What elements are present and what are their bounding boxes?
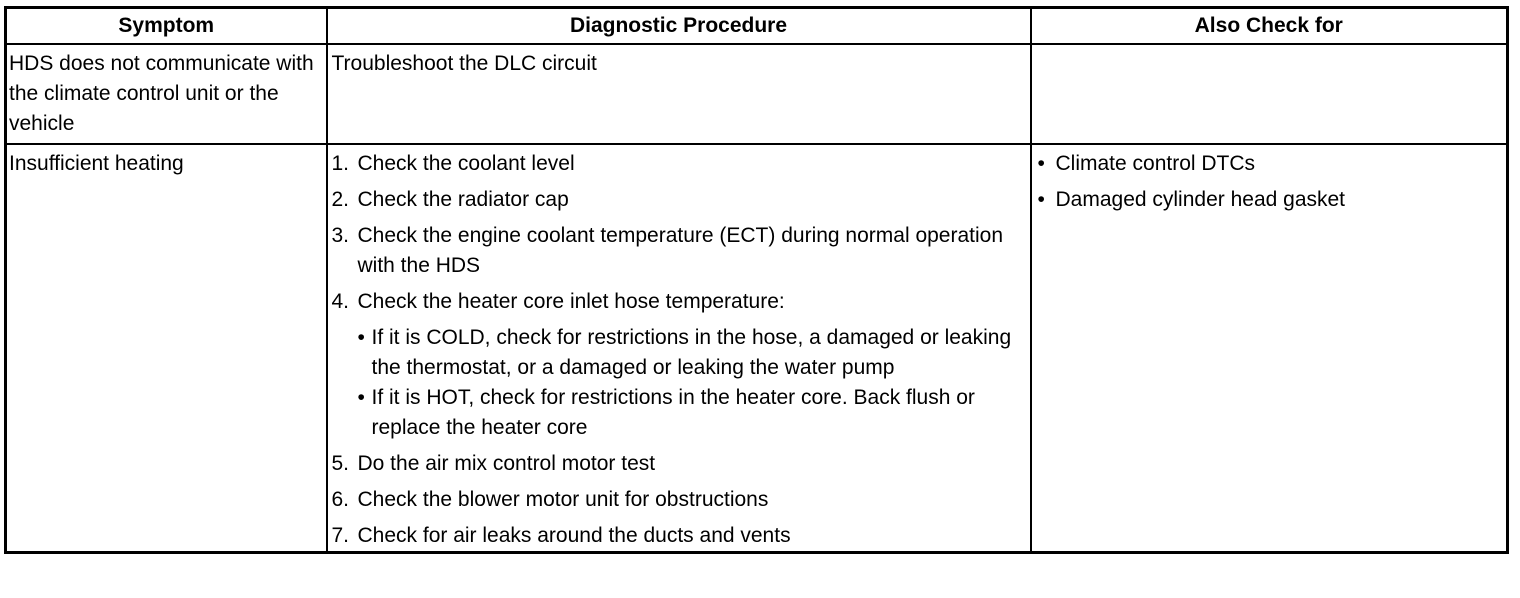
- also-check-text: Climate control DTCs: [1055, 152, 1256, 175]
- step-text: Check the heater core inlet hose temperature:: [357, 290, 785, 313]
- procedure-step: [332, 185, 1030, 215]
- procedure-step: [332, 149, 1030, 179]
- step-number: 1.: [331, 152, 350, 175]
- sub-item: [358, 383, 1030, 443]
- also-check-cell: [1031, 144, 1508, 553]
- step-text: Do the air mix control motor test: [357, 452, 656, 475]
- diagnostic-table: [4, 6, 1509, 554]
- step-text: Check the blower motor unit for obstructions: [357, 488, 769, 511]
- bullet-icon: •: [1037, 188, 1045, 211]
- step-number: 4.: [331, 290, 350, 313]
- bullet-icon: •: [1037, 152, 1045, 175]
- header-diagnostic-procedure: Diagnostic Procedure: [327, 8, 1031, 45]
- table-row: [6, 44, 1508, 144]
- step-text: Check for air leaks around the ducts and vents: [357, 524, 791, 547]
- sub-item: [358, 323, 1030, 383]
- procedure-step: [332, 287, 1030, 317]
- header-also-check-for: Also Check for: [1031, 8, 1508, 45]
- procedure-step: [332, 485, 1030, 515]
- step-number: 6.: [331, 488, 350, 511]
- sub-item-text: If it is HOT, check for restrictions in the heater core. Back flush or replace the heater core: [371, 386, 975, 439]
- also-check-item: [1038, 149, 1507, 179]
- table-row: [6, 144, 1508, 553]
- procedure-step: [332, 449, 1030, 479]
- symptom-cell: HDS does not communicate with the climate control unit or the vehicle: [6, 44, 327, 144]
- header-symptom: Symptom: [6, 8, 327, 45]
- symptom-cell: Insufficient heating: [6, 144, 327, 553]
- step-number: 2.: [331, 188, 350, 211]
- step-number: 3.: [331, 224, 350, 247]
- bullet-icon: •: [357, 326, 365, 349]
- procedure-cell: [327, 144, 1031, 553]
- bullet-icon: •: [357, 386, 365, 409]
- step-sub-list: [332, 323, 1030, 443]
- sub-item-text: If it is COLD, check for restrictions in the hose, a damaged or leaking the thermostat, or a damaged or leaking the water pump: [371, 326, 1012, 379]
- step-number: 7.: [331, 524, 350, 547]
- procedure-step: [332, 221, 1030, 281]
- step-text: Check the radiator cap: [357, 188, 569, 211]
- procedure-step: [332, 521, 1030, 551]
- also-check-cell: [1031, 44, 1508, 144]
- also-check-text: Damaged cylinder head gasket: [1055, 188, 1346, 211]
- also-check-item: [1038, 185, 1507, 215]
- header-row: [6, 8, 1508, 45]
- step-text: Check the engine coolant temperature (ECT) during normal operation with the HDS: [357, 224, 1004, 277]
- step-text: Check the coolant level: [357, 152, 575, 175]
- procedure-cell: Troubleshoot the DLC circuit: [327, 44, 1031, 144]
- step-number: 5.: [331, 452, 350, 475]
